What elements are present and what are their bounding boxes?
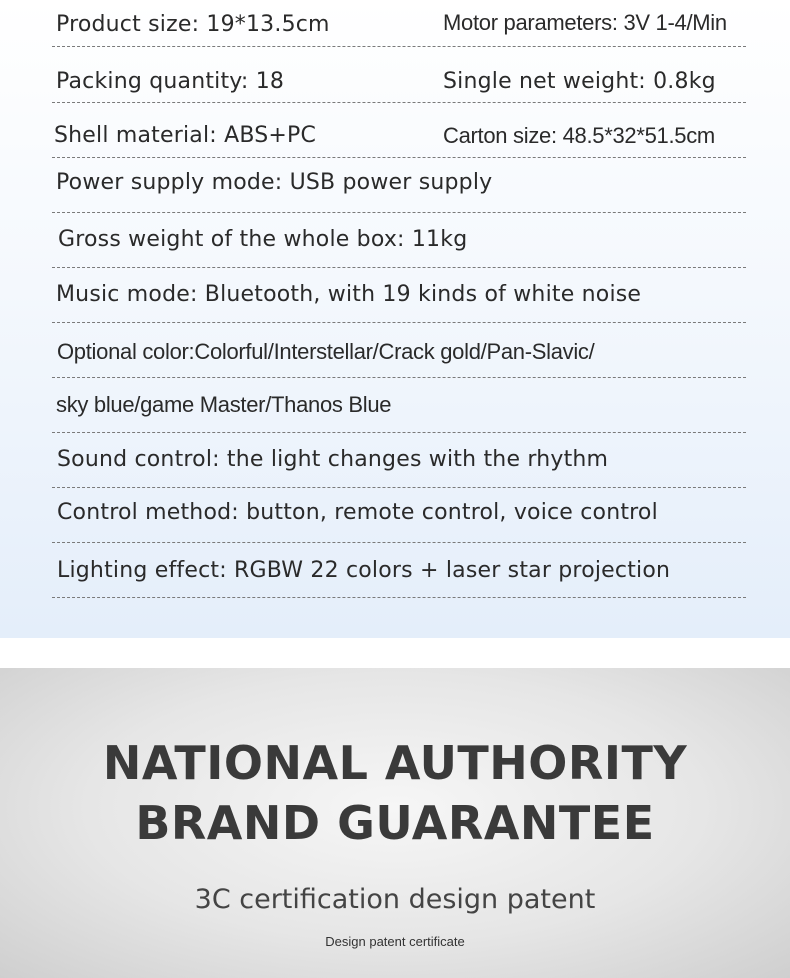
spec-lighting-effect: Lighting effect: RGBW 22 colors + laser star projection — [57, 558, 671, 583]
spec-packing-quantity: Packing quantity: 18 — [56, 69, 285, 94]
spec-music-mode: Music mode: Bluetooth, with 19 kinds of white noise — [56, 282, 642, 307]
spec-row-power — [52, 158, 746, 213]
spec-row-control — [52, 488, 746, 543]
spec-single-net-weight: Single net weight: 0.8kg — [443, 69, 716, 94]
spec-optional-color-line1: Optional color:Colorful/Interstellar/Crack gold/Pan-Slavic/ — [57, 339, 595, 364]
spec-row-packing-weight — [52, 47, 746, 103]
spec-row-gross-weight — [52, 213, 746, 268]
spec-carton-size: Carton size: 48.5*32*51.5cm — [443, 123, 715, 148]
spec-optional-color-line2: sky blue/game Master/Thanos Blue — [56, 392, 392, 417]
spec-row-color-1 — [52, 323, 746, 378]
spec-row-sound — [52, 433, 746, 488]
headline-line2: BRAND GUARANTEE — [135, 796, 655, 850]
headline-line1: NATIONAL AUTHORITY — [102, 736, 688, 790]
spec-gross-weight: Gross weight of the whole box: 11kg — [58, 227, 468, 252]
spec-row-size-motor — [52, 0, 746, 47]
spec-control-method: Control method: button, remote control, voice control — [57, 500, 658, 525]
spec-product-size: Product size: 19*13.5cm — [56, 12, 330, 37]
spec-shell-material: Shell material: ABS+PC — [54, 123, 317, 148]
spec-row-shell-carton — [52, 103, 746, 158]
spec-row-music — [52, 268, 746, 323]
spec-motor-parameters: Motor parameters: 3V 1-4/Min — [443, 10, 727, 35]
spec-row-color-2 — [52, 378, 746, 433]
spec-row-lighting — [52, 543, 746, 598]
promo-banner — [0, 668, 790, 978]
promo-subtitle: 3C certification design patent — [194, 884, 596, 915]
spec-power-supply-mode: Power supply mode: USB power supply — [56, 170, 493, 195]
promo-caption: Design patent certificate — [325, 934, 465, 949]
section-divider — [0, 638, 790, 668]
spec-sound-control: Sound control: the light changes with the rhythm — [57, 447, 609, 472]
